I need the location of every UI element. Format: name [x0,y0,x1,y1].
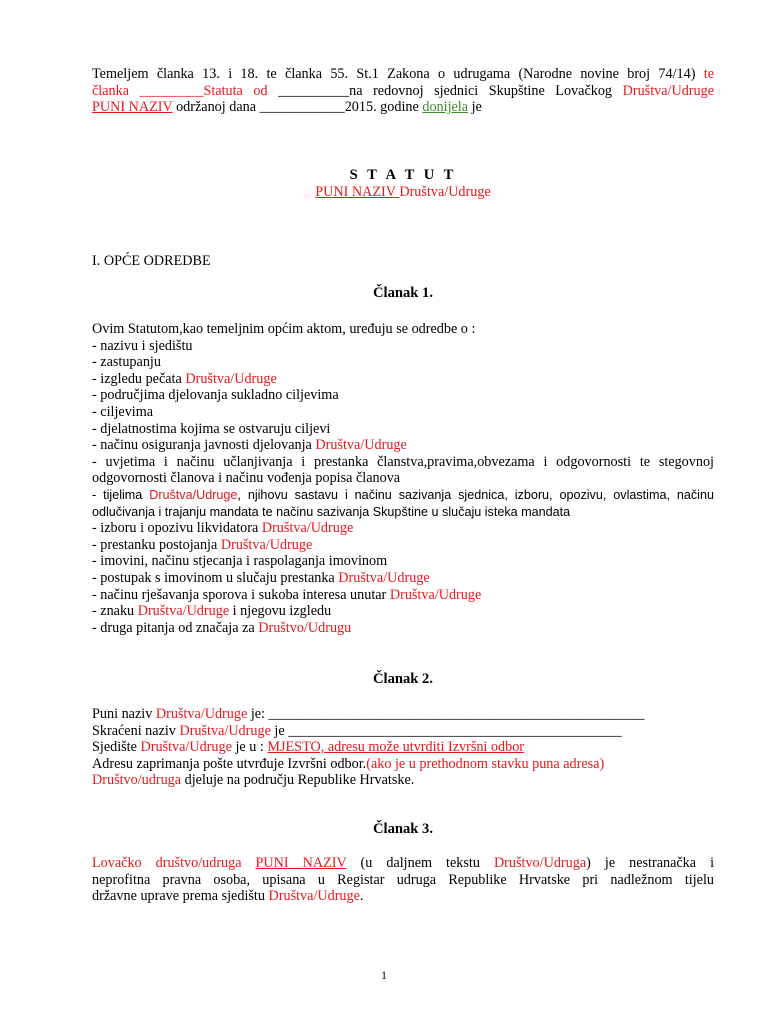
list-item: - nazivu i sjedištu [92,337,193,354]
territory-line: Društvo/udruga djeluje na području Republike Hrvatske. [92,772,415,789]
document-title [92,167,714,200]
list-item: - izboru i opozivu likvidatora Društva/Udruge [92,520,354,537]
document-page [92,0,714,1024]
clanak-1-list [92,321,714,636]
clanak-2-body [92,706,714,789]
clanak-1-heading: Članak 1. [372,285,433,301]
clanak-3-line-1: Lovačko društvo/udruga PUNI NAZIV (u daljnem tekstu Društvo/Udruga) je nestranačka i [92,855,715,871]
list-item: - druga pitanja od značaja za Društvo/Udrugu [92,619,352,636]
clanak-2-heading: Članak 2. [372,671,433,687]
list-item: - uvjetima i načinu učlanjivanja i prestanka članstva,pravima,obvezama i odgovornosti te stegovnoj [92,453,714,470]
mail-address-line: Adresu zaprimanja pošte utvrđuje Izvršni odbor.(ako je u prethodnom stavku puna adresa) [92,755,605,772]
list-item: - načinu osiguranja javnosti djelovanja Društva/Udruge [92,437,407,454]
list-item: - načinu rješavanja sporova i sukoba interesa unutar Društva/Udruge [92,586,482,603]
clanak-3-line-2: neprofitna pravna osoba, upisana u Registar udruga Republike Hrvatske pri nadležnom tijelu [92,871,714,888]
list-item-continued: odgovornosti članova i načinu vođenja popisa članova [92,470,401,487]
clanak-3-line-3: državne uprave prema sjedištu Društva/Udruge. [92,888,364,905]
list-item: - prestanku postojanja Društva/Udruge [92,536,313,553]
title-main: S T A T U T [349,167,457,183]
red-text: te [703,66,714,82]
list-item-continued: odlučivanja i trajanju mandata te načinu sazivanja Skupštine u slučaju isteka mandata [92,504,571,519]
full-name-line: Puni naziv Društva/Udruge je: _____________________________________________________ [92,706,645,722]
list-item: - područjima djelovanja sukladno ciljevima [92,387,339,404]
title-sub: PUNI NAZIV Društva/Udruge [315,183,491,200]
list-intro: Ovim Statutom,kao temeljnim općim aktom, uređuju se odredbe o : [92,321,476,337]
preamble-line-2: članka _________Statuta od __________na redovnoj sjednici Skupštine Lovačkog Društva/Udruge [92,82,715,99]
page-number: 1 [381,968,387,982]
preamble-line-1: Temeljem članka 13. i 18. te članka 55. St.1 Zakona o udrugama (Narodne novine broj 74/14) te [92,66,714,82]
preamble-line-3: PUNI NAZIV održanoj dana ____________2015. godine donijela je [92,99,482,116]
list-item: - zastupanju [92,354,161,371]
list-item: - djelatnostima kojima se ostvaruju ciljevi [92,420,331,437]
list-item: - izgledu pečata Društva/Udruge [92,370,277,387]
short-name-line: Skraćeni naziv Društva/Udruge je _______________________________________________ [92,722,622,739]
clanak-3-body [92,855,714,905]
list-item: - postupak s imovinom u slučaju prestanka Društva/Udruge [92,569,430,586]
list-item: - imovini, načinu stjecanja i raspolaganja imovinom [92,553,388,570]
section-heading: I. OPĆE ODREDBE [92,253,211,269]
preamble [92,66,714,116]
list-item: - ciljevima [92,403,154,420]
clanak-3-heading: Članak 3. [372,821,433,837]
list-item: - znaku Društva/Udruge i njegovu izgledu [92,603,332,620]
seat-line: Sjedište Društva/Udruge je u : MJESTO, adresu može utvrditi Izvršni odbor [92,739,525,756]
list-item: - tijelima Društva/Udruge, njihovu sastavu i načinu sazivanja sjednica, izboru, opozivu, ovlastima, načinu [92,487,714,502]
